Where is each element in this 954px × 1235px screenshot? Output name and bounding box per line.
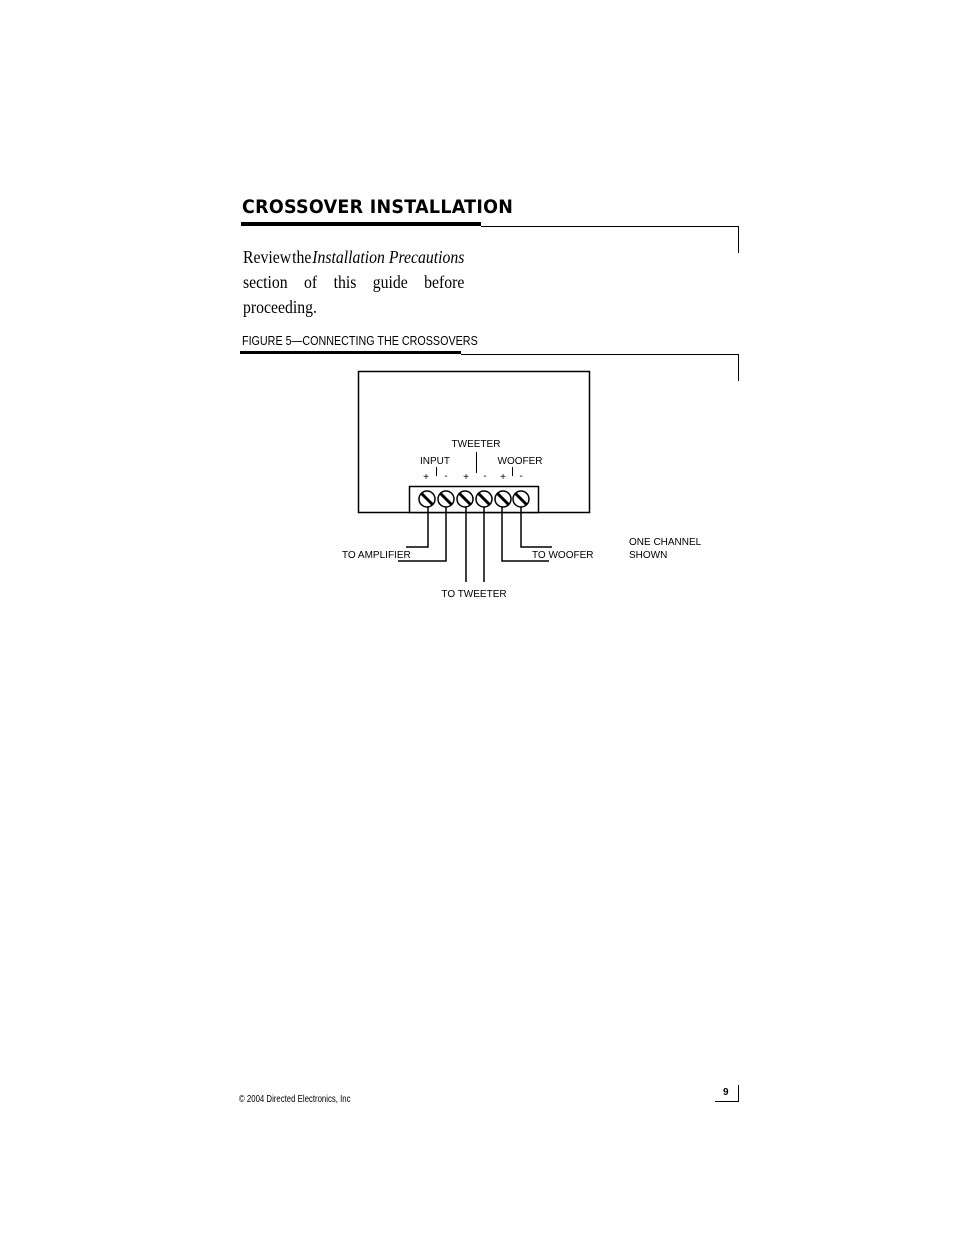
wire-amplifier-negative [398, 507, 446, 561]
page-number: 9 [723, 1087, 729, 1098]
polarity-woofer-positive: + [500, 472, 506, 483]
page-number-tick [738, 1085, 739, 1102]
copyright-notice: © 2004 Directed Electronics, Inc [239, 1094, 351, 1105]
terminal-input-negative [438, 491, 454, 507]
wire-amplifier-positive [406, 507, 428, 547]
section-rule-thin [481, 226, 739, 227]
section-rule-tick [738, 226, 739, 253]
wires [398, 507, 552, 582]
figure-rule-thin [461, 354, 739, 355]
screw-terminals [419, 491, 529, 507]
terminal-woofer-negative [513, 491, 529, 507]
page-number-rule [715, 1101, 739, 1102]
figure-rule-thick [240, 351, 461, 354]
terminal-tweeter-positive [457, 491, 473, 507]
label-to-amplifier: TO AMPLIFIER [342, 550, 411, 561]
label-woofer: WOOFER [497, 456, 543, 467]
wire-woofer-positive [502, 507, 549, 561]
polarity-tweeter-positive: + [463, 472, 469, 483]
label-one-channel: ONE CHANNEL [629, 537, 702, 548]
section-title: CROSSOVER INSTALLATION [242, 196, 514, 218]
label-to-woofer: TO WOOFER [532, 550, 594, 561]
terminal-input-positive [419, 491, 435, 507]
section-rule-thick [241, 222, 481, 226]
polarity-woofer-negative: - [519, 471, 523, 482]
terminal-tweeter-negative [476, 491, 492, 507]
label-tweeter: TWEETER [451, 439, 501, 450]
figure-rule-tick [738, 354, 739, 381]
label-shown: SHOWN [629, 550, 668, 561]
label-input: INPUT [420, 456, 450, 467]
terminal-strip [410, 487, 539, 513]
terminal-woofer-positive [495, 491, 511, 507]
wire-woofer-negative [521, 507, 552, 547]
polarity-input-negative: - [444, 471, 448, 482]
label-to-tweeter: TO TWEETER [441, 589, 507, 600]
crossover-housing [359, 372, 590, 513]
label-separators [437, 452, 513, 476]
polarity-input-positive: + [423, 472, 429, 483]
intro-emphasis: Installation Precautions [312, 247, 465, 267]
intro-paragraph [243, 245, 464, 320]
intro-line-2: section of this guide before proceeding. [243, 272, 465, 317]
figure-title: FIGURE 5—CONNECTING THE CROSSOVERS [242, 334, 478, 348]
intro-word-the: the [292, 247, 312, 267]
intro-word-review: Review [243, 247, 292, 267]
intro-line-1 [243, 245, 464, 270]
polarity-tweeter-negative: - [483, 471, 487, 482]
